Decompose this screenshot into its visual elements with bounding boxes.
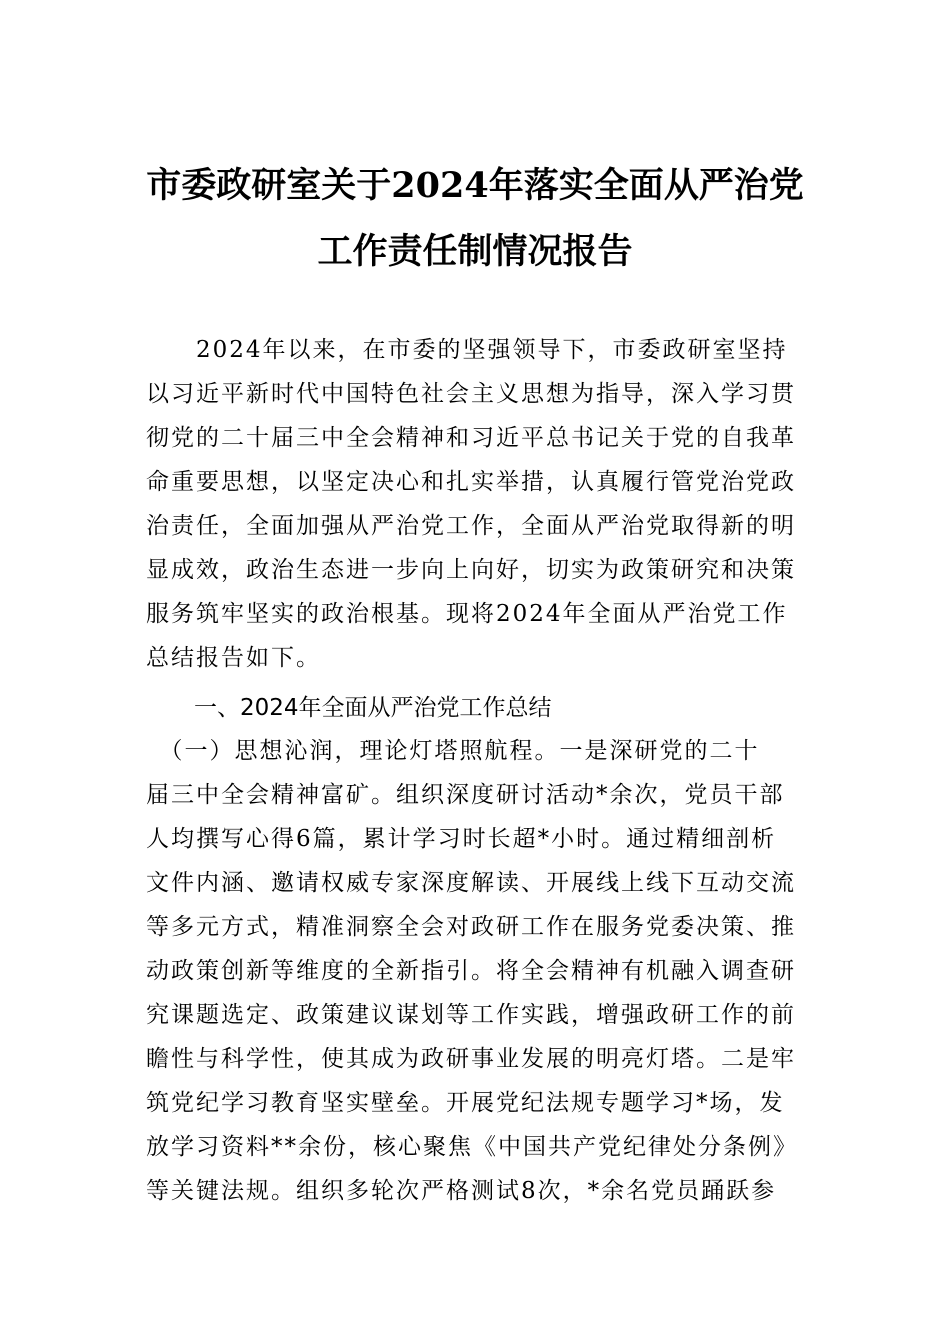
section-line: 等关键法规。组织多轮次严格测试8次，*余名党员踊跃参 — [146, 1178, 777, 1204]
intro-line: 治责任，全面加强从严治党工作，全面从严治党取得新的明 — [146, 513, 796, 539]
intro-line: 命重要思想，以坚定决心和扎实举措，认真履行管党治党政 — [146, 469, 796, 495]
section-line: 究课题选定、政策建议谋划等工作实践，增强政研工作的前 — [146, 1002, 796, 1028]
document-title-line-2: 工作责任制情况报告 — [317, 231, 633, 272]
intro-line: 服务筑牢坚实的政治根基。现将2024年全面从严治党工作 — [146, 601, 788, 627]
section-line: 筑党纪学习教育坚实壁垒。开展党纪法规专题学习*场，发 — [146, 1090, 785, 1116]
intro-line: 以习近平新时代中国特色社会主义思想为指导，深入学习贯 — [146, 381, 796, 407]
section-line: 人均撰写心得6篇，累计学习时长超*小时。通过精细剖析 — [146, 826, 777, 852]
document-title-line-1: 市委政研室关于2024年落实全面从严治党 — [146, 165, 804, 206]
section-line: 放学习资料**余份，核心聚焦《中国共产党纪律处分条例》 — [146, 1134, 798, 1160]
intro-line: 彻党的二十届三中全会精神和习近平总书记关于党的自我革 — [146, 425, 796, 451]
intro-line: 2024年以来，在市委的坚强领导下，市委政研室坚持 — [146, 337, 788, 363]
section-line: 文件内涵、邀请权威专家深度解读、开展线上线下互动交流 — [146, 870, 796, 896]
intro-line: 显成效，政治生态进一步向上向好，切实为政策研究和决策 — [146, 557, 796, 583]
section-line: 届三中全会精神富矿。组织深度研讨活动*余次，党员干部 — [146, 782, 785, 808]
intro-line: 总结报告如下。 — [146, 645, 321, 671]
section-line: 动政策创新等维度的全新指引。将全会精神有机融入调查研 — [146, 958, 796, 984]
section-line: （一）思想沁润，理论灯塔照航程。一是深研党的二十 — [146, 738, 760, 764]
section-heading: 一、2024年全面从严治党工作总结 — [194, 695, 552, 721]
section-line: 等多元方式，精准洞察全会对政研工作在服务党委决策、推 — [146, 914, 796, 940]
section-line: 瞻性与科学性，使其成为政研事业发展的明亮灯塔。二是牢 — [146, 1046, 796, 1072]
